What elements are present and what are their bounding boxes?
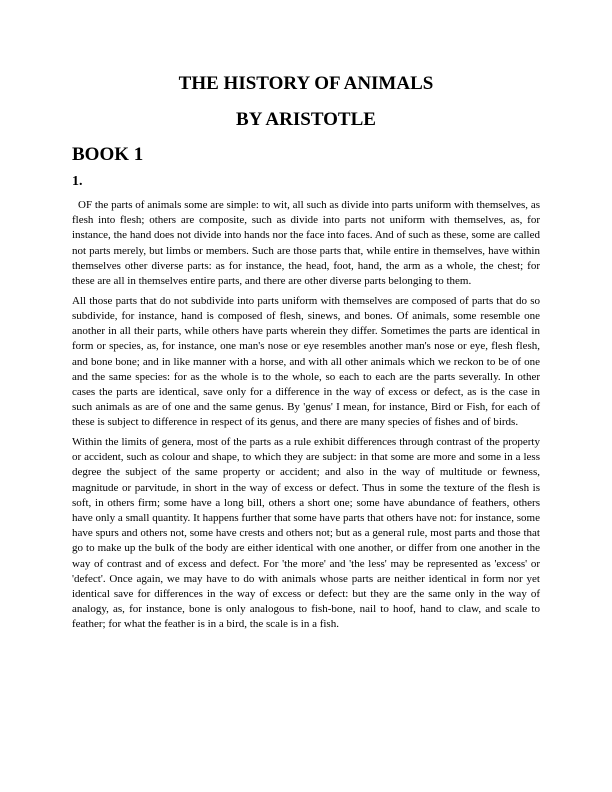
book-heading: BOOK 1 <box>72 144 144 165</box>
body-text <box>72 198 540 637</box>
paragraph-2: All those parts that do not subdivide into parts uniform with themselves are composed of parts that do so subdivide, for instance, hand is composed of flesh, sinews, and bones. Of animals, some resemble one another in all their parts, while others have parts wherein they differ. Sometimes the parts are identical in form or species, as, for instance, one man's nose or eye resembles another man's nose or eye, flesh flesh, and bone bone; and in like manner with a horse, and with all other animals which we reckon to be of one and the same species: for as the whole is to the whole, so each to each are the parts severally. In other cases the parts are identical, save only for a difference in the way of excess or defect, as is the case in such animals as are of one and the same genus. By 'genus' I mean, for instance, Bird or Fish, for each of these is subject to difference in respect of its genus, and there are many species of fishes and of birds. <box>72 294 540 429</box>
document-title: THE HISTORY OF ANIMALS <box>178 73 434 94</box>
section-heading: 1. <box>72 174 83 189</box>
paragraph-3: Within the limits of genera, most of the parts as a rule exhibit differences through contrast of the property or accident, such as colour and shape, to which they are subject: in that some are more and some in a less degree the subject of the same property or accident; and also in the way of multitude or fewness, magnitude or parvitude, in short in the way of excess or defect. Thus in some the texture of the flesh is soft, in others firm; some have a long bill, others a short one; some have abundance of feathers, others have only a small quantity. It happens further that some have parts that others have not: for instance, some have spurs and others not, some have crests and others not; but as a general rule, most parts and those that go to make up the bulk of the body are either identical with one another, or differ from one another in the way of contrast and of excess and defect. For 'the more' and 'the less' may be represented as 'excess' or 'defect'. Once again, we may have to do with animals whose parts are neither identical in form nor yet identical save for differences in the way of excess or defect: but they are the same only in the way of analogy, as, for instance, bone is only analogous to fish-bone, nail to hoof, hand to claw, and scale to feather; for what the feather is in a bird, the scale is in a fish. <box>72 436 540 631</box>
paragraph-1: OF the parts of animals some are simple: to wit, all such as divide into parts uniform with themselves, as flesh into flesh; others are composite, such as divide into parts not uniform with themselves, as, for instance, the hand does not divide into hands nor the face into faces. And of such as these, some are called not parts merely, but limbs or members. Such are those parts that, while entire in themselves, have within themselves other diverse parts: as for instance, the head, foot, hand, the arm as a whole, the chest; for these are all in themselves entire parts, and there are other diverse parts belonging to them. <box>72 199 540 288</box>
document-author: BY ARISTOTLE <box>236 109 376 130</box>
